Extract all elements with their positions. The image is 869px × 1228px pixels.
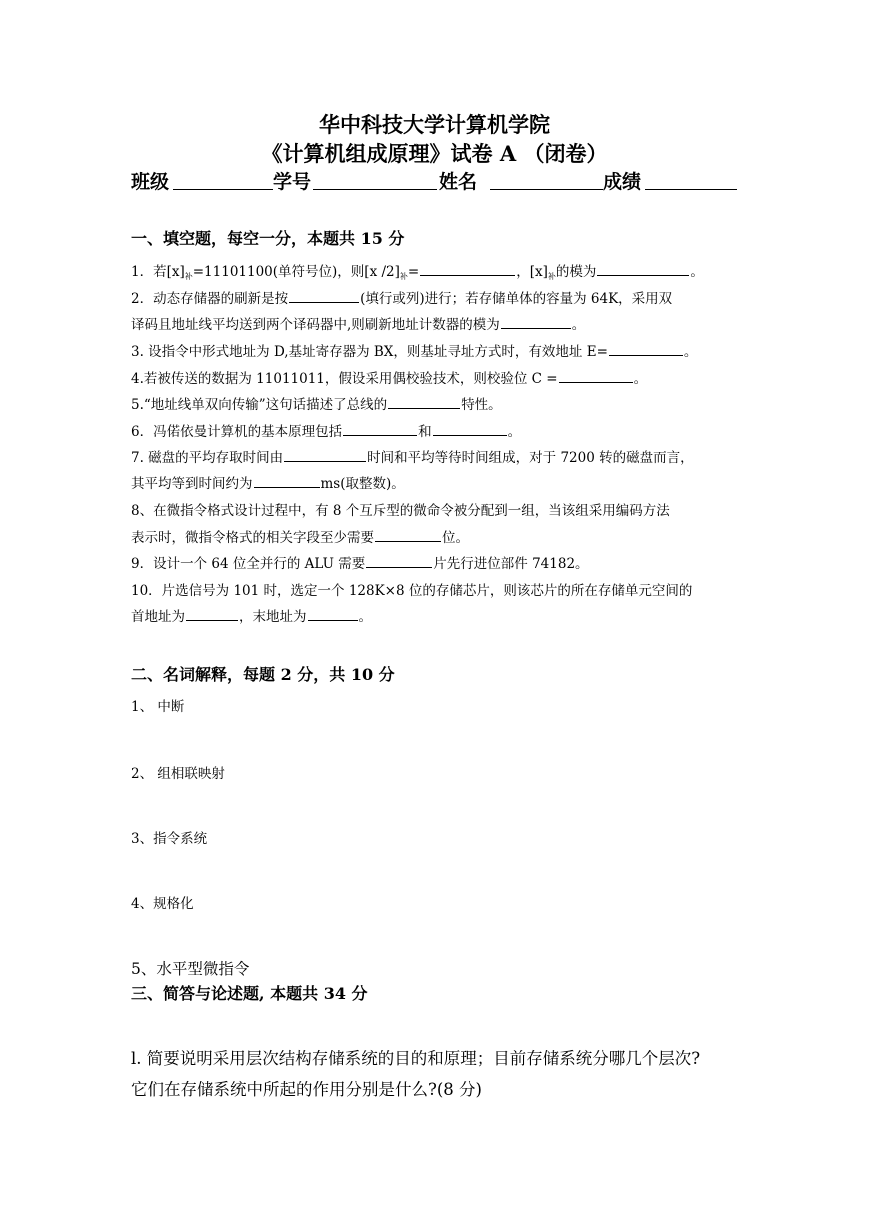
score-field[interactable] bbox=[645, 189, 737, 190]
section2-heading: 二、名词解释，每题 2 分，共 10 分 bbox=[131, 665, 395, 684]
question-8: 8、在微指令格式设计过程中，有 8 个互斥型的微命令被分配到一组，当该组采用编码方法 bbox=[131, 503, 670, 519]
answer-blank[interactable] bbox=[597, 274, 689, 276]
school-title: 华中科技大学计算机学院 bbox=[319, 112, 550, 137]
question-3: 3. 设指令中形式地址为 D,基址寄存器为 BX，则基址寻址方式时，有效地址 E= 。 bbox=[131, 344, 698, 360]
name-field[interactable] bbox=[490, 189, 603, 190]
question-10: 10．片选信号为 101 时，选定一个 128K×8 位的存储芯片，则该芯片的所在存储单元空间的 bbox=[131, 583, 693, 599]
section1-heading: 一、填空题，每空一分，本题共 15 分 bbox=[131, 229, 405, 248]
term-1: 1、 中断 bbox=[131, 699, 185, 715]
question-2-cont: 译码且地址线平均送到两个译码器中,则刷新地址计数器的模为 。 bbox=[131, 317, 586, 333]
answer-blank[interactable] bbox=[289, 301, 359, 303]
answer-blank[interactable] bbox=[420, 274, 515, 276]
answer-blank[interactable] bbox=[609, 354, 683, 356]
question-2: 2．动态存储器的刷新是按 (填行或列)进行；若存储单体的容量为 64K，采用双 bbox=[131, 291, 673, 307]
name-label: 姓名 bbox=[439, 171, 478, 193]
answer-blank[interactable] bbox=[433, 434, 507, 436]
question-5: 5.“地址线单双向传输”这句话描述了总线的 特性。 bbox=[131, 397, 502, 413]
answer-blank[interactable] bbox=[388, 407, 460, 409]
question-9: 9．设计一个 64 位全并行的 ALU 需要 片先行进位部件 74182。 bbox=[131, 556, 589, 572]
question-4: 4.若被传送的数据为 11011011，假设采用偶校验技术，则校验位 C = 。 bbox=[131, 371, 648, 387]
question-7: 7. 磁盘的平均存取时间由 时间和平均等待时间组成，对于 7200 转的磁盘而言， bbox=[131, 450, 694, 466]
student-id-label: 学号 bbox=[273, 171, 312, 193]
score-label: 成绩 bbox=[603, 171, 642, 193]
term-3: 3、指令系统 bbox=[131, 831, 208, 847]
question-8-cont: 表示时，微指令格式的相关字段至少需要 位。 bbox=[131, 530, 469, 546]
student-id-field[interactable] bbox=[313, 189, 437, 190]
answer-blank[interactable] bbox=[501, 327, 571, 329]
answer-blank[interactable] bbox=[375, 540, 441, 542]
term-5: 5、水平型微指令 bbox=[131, 960, 250, 978]
question-7-cont: 其平均等到时间约为 ms(取整数)。 bbox=[131, 476, 405, 492]
answer-blank[interactable] bbox=[308, 619, 358, 621]
answer-blank[interactable] bbox=[254, 486, 320, 488]
section3-heading: 三、简答与论述题, 本题共 34 分 bbox=[131, 984, 368, 1003]
question-6: 6．冯偌依曼计算机的基本原理包括 和 。 bbox=[131, 424, 522, 440]
exam-title: 《计算机组成原理》试卷 A （闭卷） bbox=[261, 141, 608, 166]
answer-blank[interactable] bbox=[186, 619, 238, 621]
question-1: 1．若$[x]_补=11101100$(单符号位)，则[x $/2]_补=$ ，$[x]_补$的模为 。 bbox=[131, 264, 704, 281]
essay-question-1: l. 简要说明采用层次结构存储系统的目的和原理；目前存储系统分哪几个层次? bbox=[131, 1049, 701, 1068]
class-field[interactable] bbox=[173, 189, 273, 190]
class-label: 班级 bbox=[131, 171, 170, 193]
answer-blank[interactable] bbox=[559, 381, 633, 383]
answer-blank[interactable] bbox=[284, 460, 366, 462]
term-2: 2、 组相联映射 bbox=[131, 766, 225, 782]
term-4: 4、规格化 bbox=[131, 896, 194, 912]
answer-blank[interactable] bbox=[343, 434, 417, 436]
question-10-cont: 首地址为 ，末地址为 。 bbox=[131, 609, 372, 625]
essay-question-1-cont: 它们在存储系统中所起的作用分别是什么?(8 分) bbox=[131, 1080, 482, 1099]
answer-blank[interactable] bbox=[366, 566, 432, 568]
